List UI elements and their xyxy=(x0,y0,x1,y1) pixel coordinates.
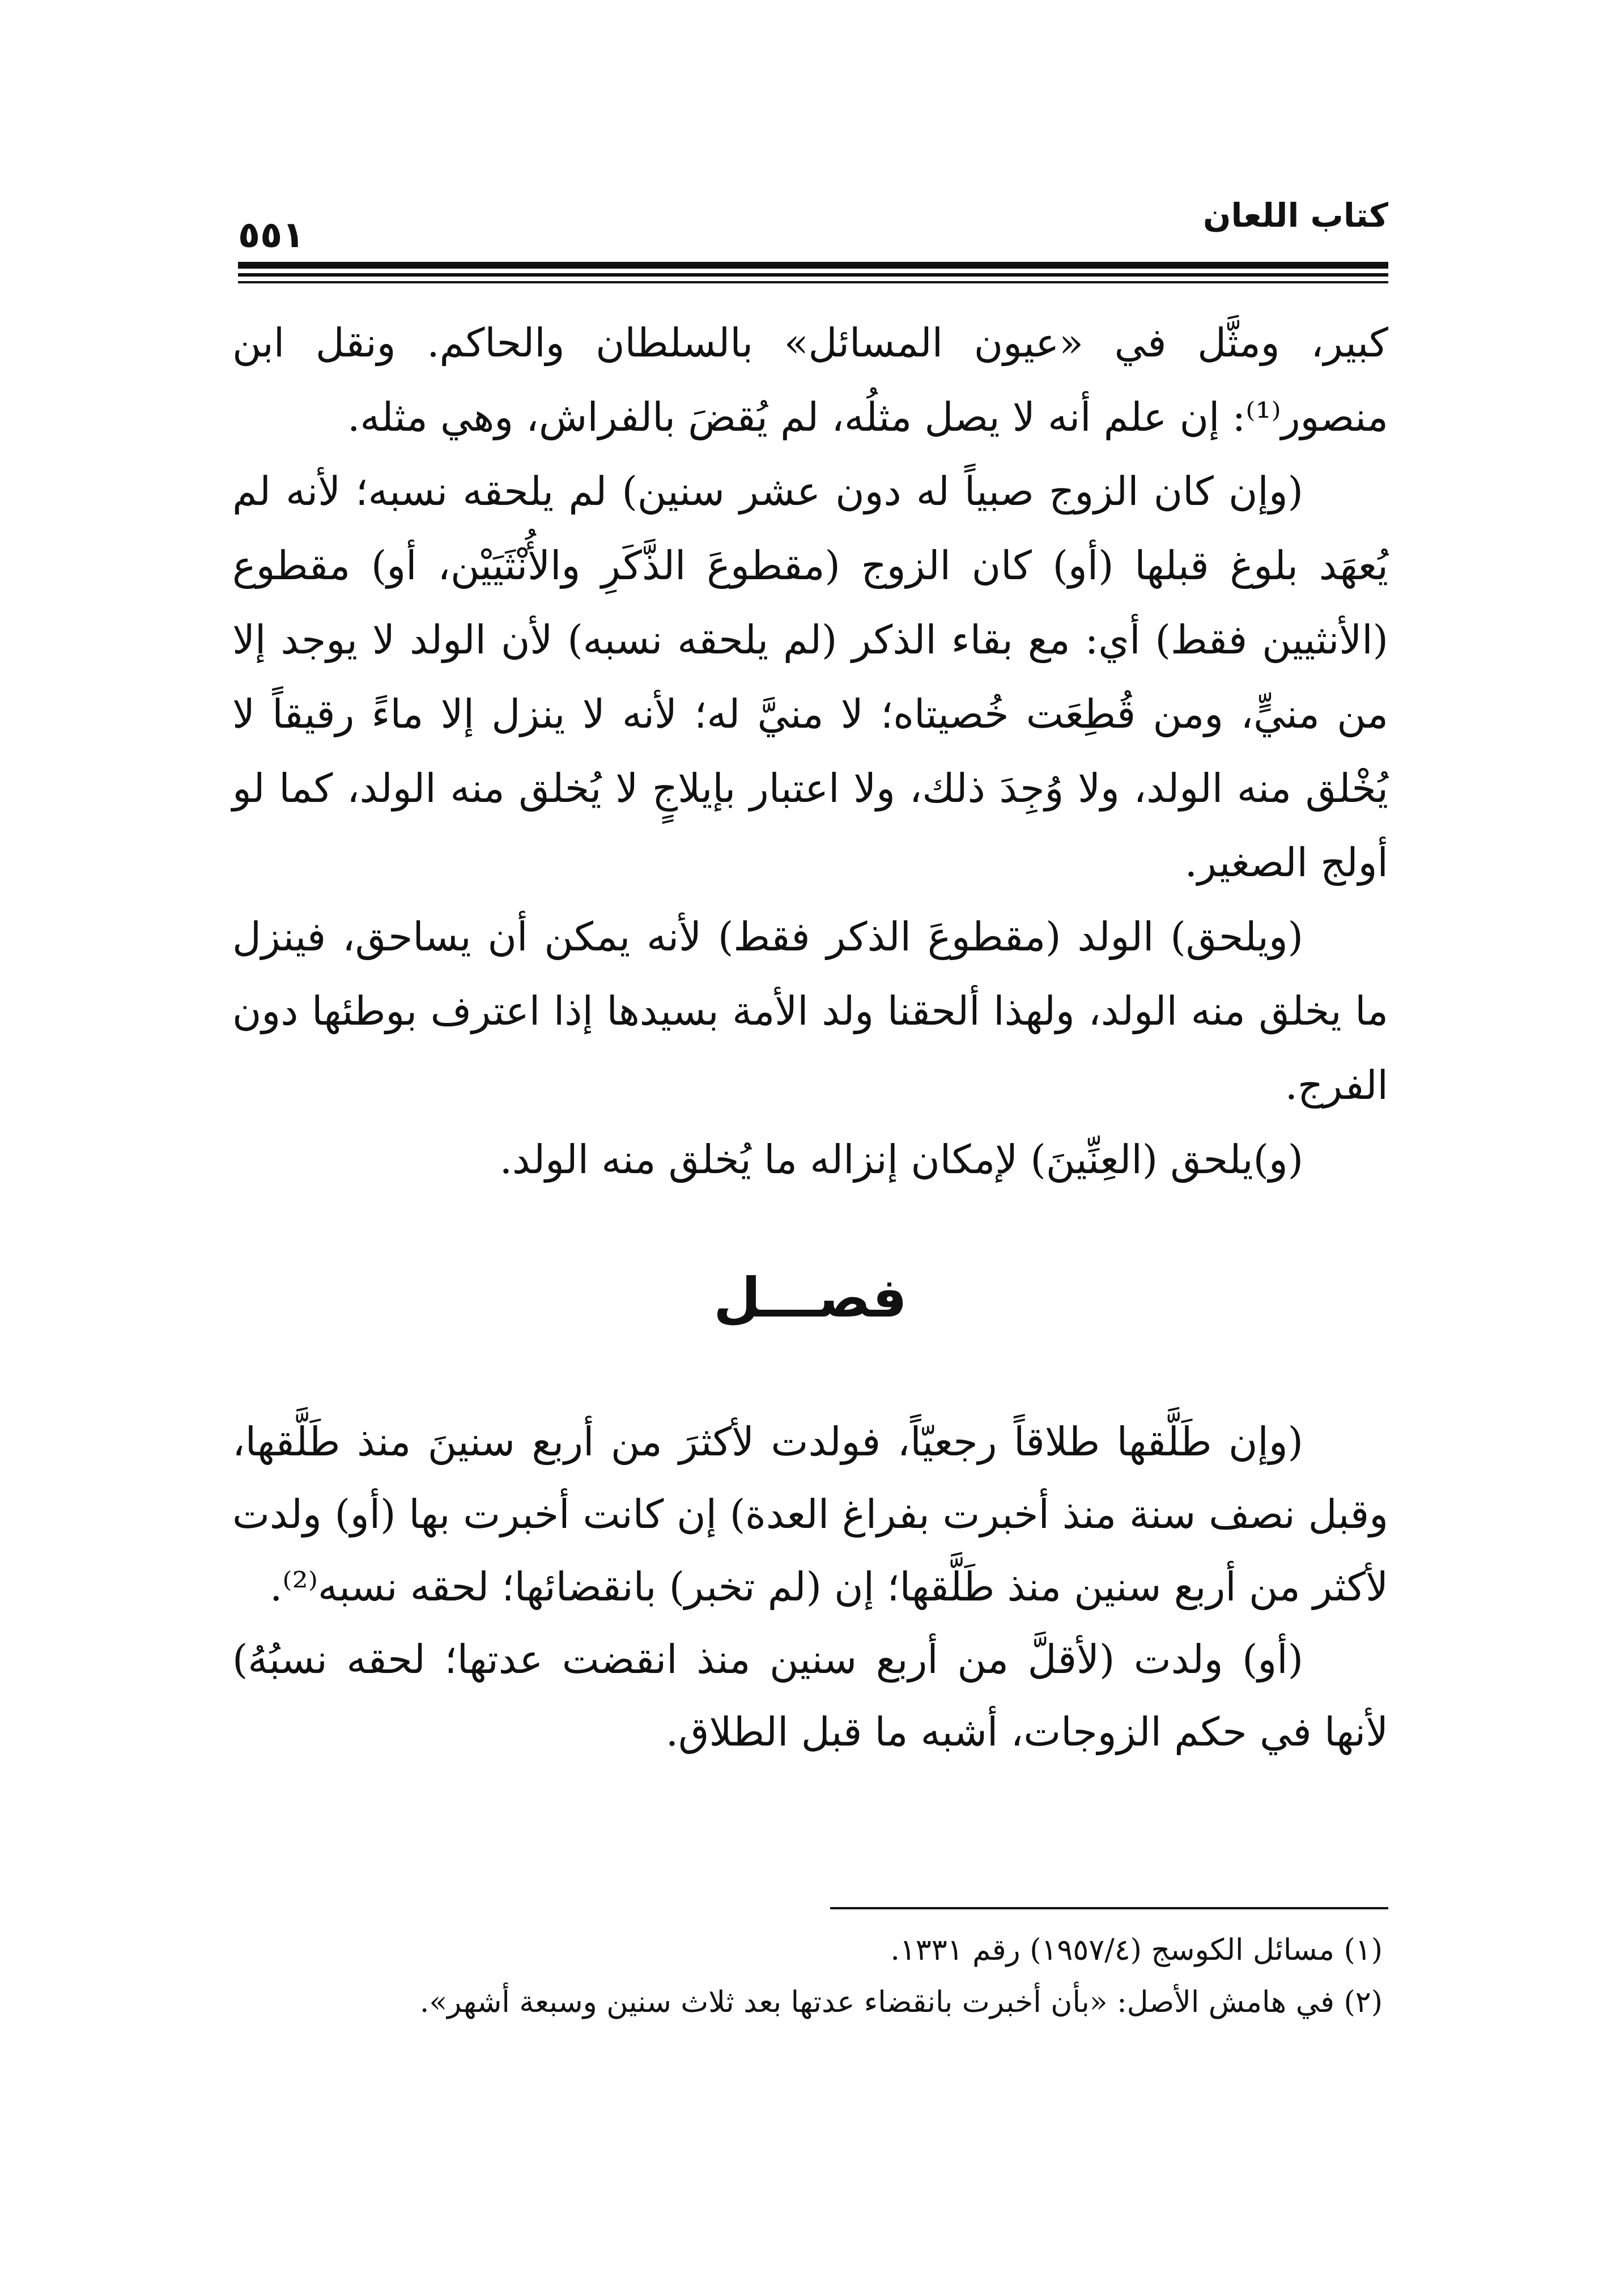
book-title: كتاب اللعان xyxy=(1202,196,1388,235)
paragraph: كبير، ومثَّل في «عيون المسائل» بالسلطان والحاكم. ونقل ابن منصور⁽¹⁾: إن علم أنه لا يصل مثلُه، لم يُقضَ بالفراش، وهي مثله. xyxy=(232,320,1388,440)
paragraph: (أو) ولدت (لأقلَّ من أربع سنين منذ انقضت عدتها؛ لحقه نسبُهُ) لأنها في حكم الزوجات، أشبه ما قبل الطلاق. xyxy=(232,1636,1388,1755)
footnotes xyxy=(232,1924,1383,2028)
section-text xyxy=(232,1405,1388,1768)
main-text xyxy=(232,306,1388,1197)
paragraph: (ويلحق) الولد (مقطوعَ الذكر فقط) لأنه يمكن أن يساحق، فينزل ما يخلق منه الولد، ولهذا ألحقنا ولد الأمة بسيدها إذا اعترف بوطئها دون الفرج. xyxy=(232,914,1388,1109)
paragraph: (وإن كان الزوج صبياً له دون عشر سنين) لم يلحقه نسبه؛ لأنه لم يُعهَد بلوغ قبلها (أو) كان الزوج (مقطوعَ الذَّكَرِ والأُنْثَيَيْن، أو) مقطوع (الأنثيين فقط) أي: مع بقاء الذكر (لم يلحقه نسبه) لأن الولد لا يوجد إلا من منيٍّ، ومن قُطِعَت خُصيتاه؛ لا منيَّ له؛ لأنه لا ينزل إلا ماءً رقيقاً لا يُخْلق منه الولد، ولا وُجِدَ ذلك، ولا اعتبار بإيلاجٍ لا يُخلق منه الولد، كما لو أولج الصغير. xyxy=(232,468,1388,886)
footnote: (١) مسائل الكوسج (١٩٥٧/٤) رقم ١٣٣١. xyxy=(890,1933,1383,1967)
footnote-divider xyxy=(830,1907,1388,1909)
section-heading: فصـــل xyxy=(713,1266,907,1330)
paragraph: (وإن طَلَّقها طلاقاً رجعيّاً، فولدت لأكثرَ من أربع سنينَ منذ طَلَّقها، وقبل نصف سنة منذ أخبرت بفراغ العدة) إن كانت أخبرت بها (أو) ولدت لأكثر من أربع سنين منذ طَلَّقها؛ إن (لم تخبر) بانقضائها؛ لحقه نسبه⁽²⁾. xyxy=(232,1419,1388,1610)
running-header xyxy=(238,193,1388,261)
page-number: ٥٥١ xyxy=(238,214,305,256)
header-rule-thick xyxy=(238,262,1388,269)
footnote: (٢) في هامش الأصل: «بأن أخبرت بانقضاء عدتها بعد ثلاث سنين وسبعة أشهر». xyxy=(419,1985,1383,2019)
header-rule-middle xyxy=(238,273,1388,277)
paragraph: (و)يلحق (العِنِّينَ) لإمكان إنزاله ما يُخلق منه الولد. xyxy=(499,1136,1303,1183)
header-rule-thin xyxy=(238,281,1388,283)
